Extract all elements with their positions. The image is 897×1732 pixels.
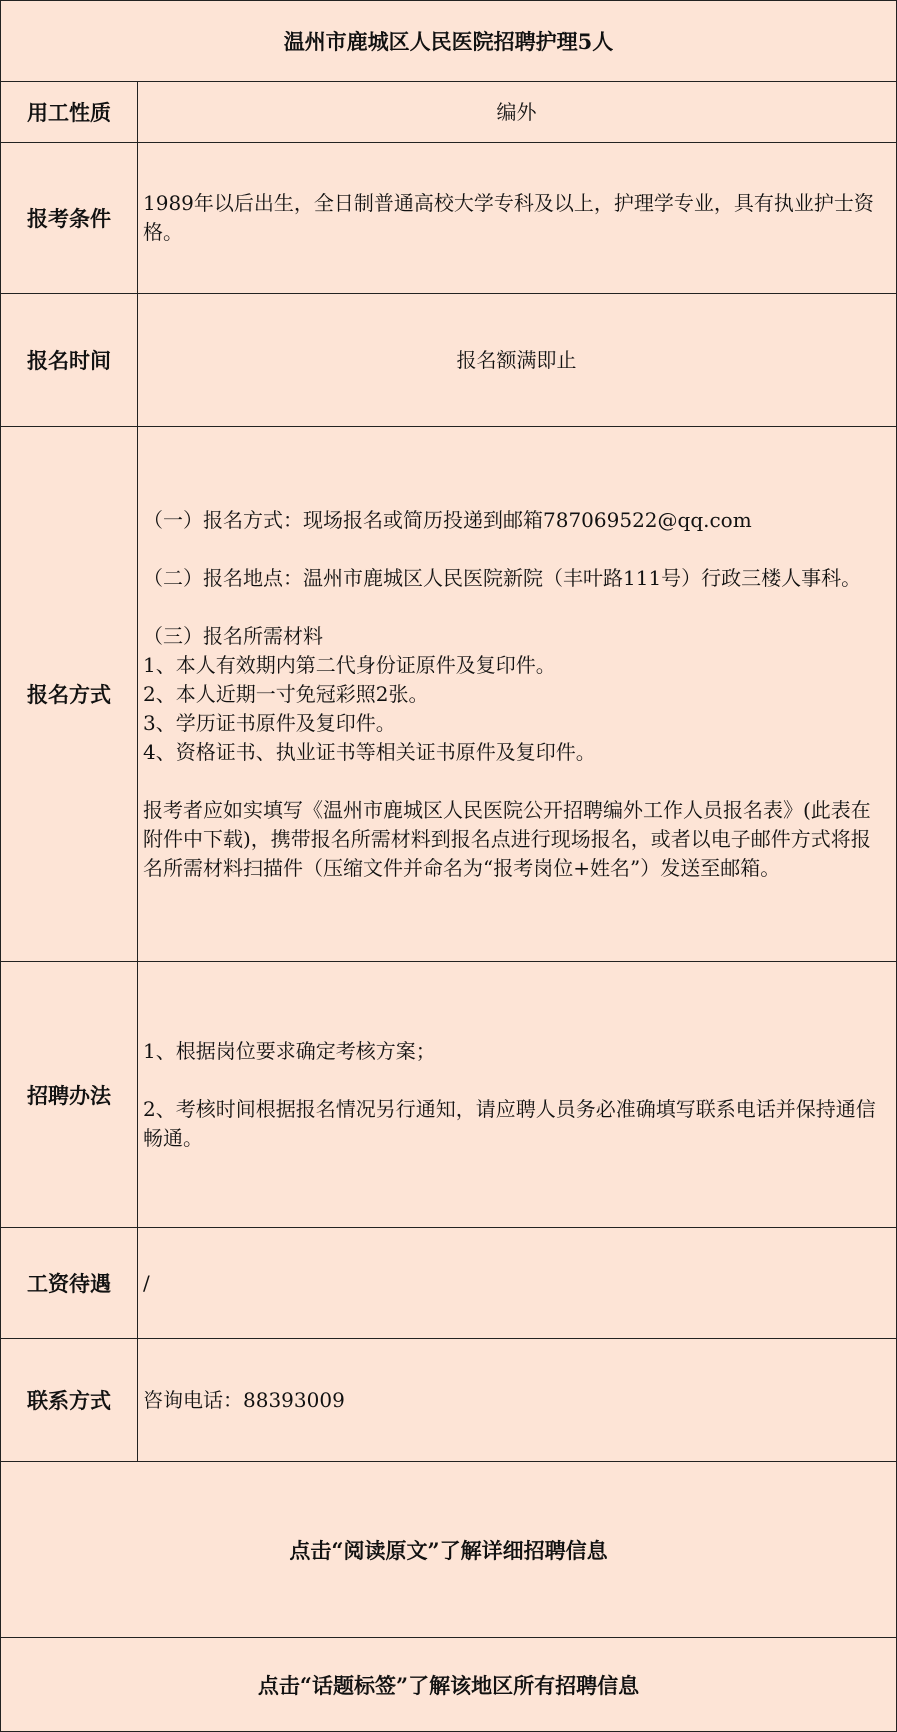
- requirements-label: 报考条件: [1, 143, 138, 293]
- material-item: 2、本人近期一寸免冠彩照2张。: [143, 681, 429, 706]
- recruit-method-value: [138, 962, 896, 1227]
- requirements-value: 1989年以后出生，全日制普通高校大学专科及以上，护理学专业，具有执业护士资格。: [143, 191, 874, 244]
- employment-type-value: 编外: [496, 99, 537, 124]
- material-item: 3、学历证书原件及复印件。: [143, 710, 396, 735]
- registration-time-label: 报名时间: [1, 294, 138, 426]
- method-paragraph-1: （一）报名方式：现场报名或简历投递到邮箱787069522@qq.com: [143, 507, 752, 532]
- recruit-method-label: 招聘办法: [1, 962, 138, 1227]
- row-recruit-method: [1, 962, 896, 1228]
- topic-tag-text: 点击“话题标签”了解该地区所有招聘信息: [257, 1672, 640, 1698]
- salary-label: 工资待遇: [1, 1228, 138, 1338]
- method-paragraph-2: （二）报名地点：温州市鹿城区人民医院新院（丰叶路111号）行政三楼人事科。: [143, 565, 862, 590]
- read-original-link[interactable]: [1, 1462, 896, 1638]
- salary-value: /: [143, 1270, 150, 1295]
- contact-label: 联系方式: [1, 1339, 138, 1461]
- read-original-text: 点击“阅读原文”了解详细招聘信息: [289, 1537, 608, 1563]
- recruit-item: 1、根据岗位要求确定考核方案；: [143, 1038, 436, 1063]
- row-salary: [1, 1228, 896, 1339]
- material-item: 4、资格证书、执业证书等相关证书原件及复印件。: [143, 739, 596, 764]
- recruit-item: 2、考核时间根据报名情况另行通知，请应聘人员务必准确填写联系电话并保持通信畅通。: [143, 1096, 876, 1150]
- registration-time-value: 报名额满即止: [456, 347, 577, 372]
- table-title: [1, 1, 896, 82]
- registration-method-label: 报名方式: [1, 427, 138, 961]
- row-registration-time: [1, 294, 896, 427]
- topic-tag-link[interactable]: [1, 1638, 896, 1731]
- contact-value: 咨询电话：88393009: [143, 1387, 345, 1412]
- method-paragraph-3-head: （三）报名所需材料: [143, 623, 323, 648]
- row-registration-method: [1, 427, 896, 962]
- row-requirements: [1, 143, 896, 294]
- method-paragraph-4: 报考者应如实填写《温州市鹿城区人民医院公开招聘编外工作人员报名表》(此表在附件中下载)，携带报名所需材料到报名点进行现场报名，或者以电子邮件方式将报名所需材料扫描件（压缩文件并命名为“报考岗位+姓名”）发送至邮箱。: [143, 797, 871, 880]
- material-item: 1、本人有效期内第二代身份证原件及复印件。: [143, 652, 556, 677]
- employment-type-label: 用工性质: [1, 82, 138, 142]
- row-contact: [1, 1339, 896, 1462]
- title-text: 温州市鹿城区人民医院招聘护理5人: [283, 29, 614, 54]
- row-employment-type: [1, 82, 896, 143]
- registration-method-value: [138, 427, 896, 961]
